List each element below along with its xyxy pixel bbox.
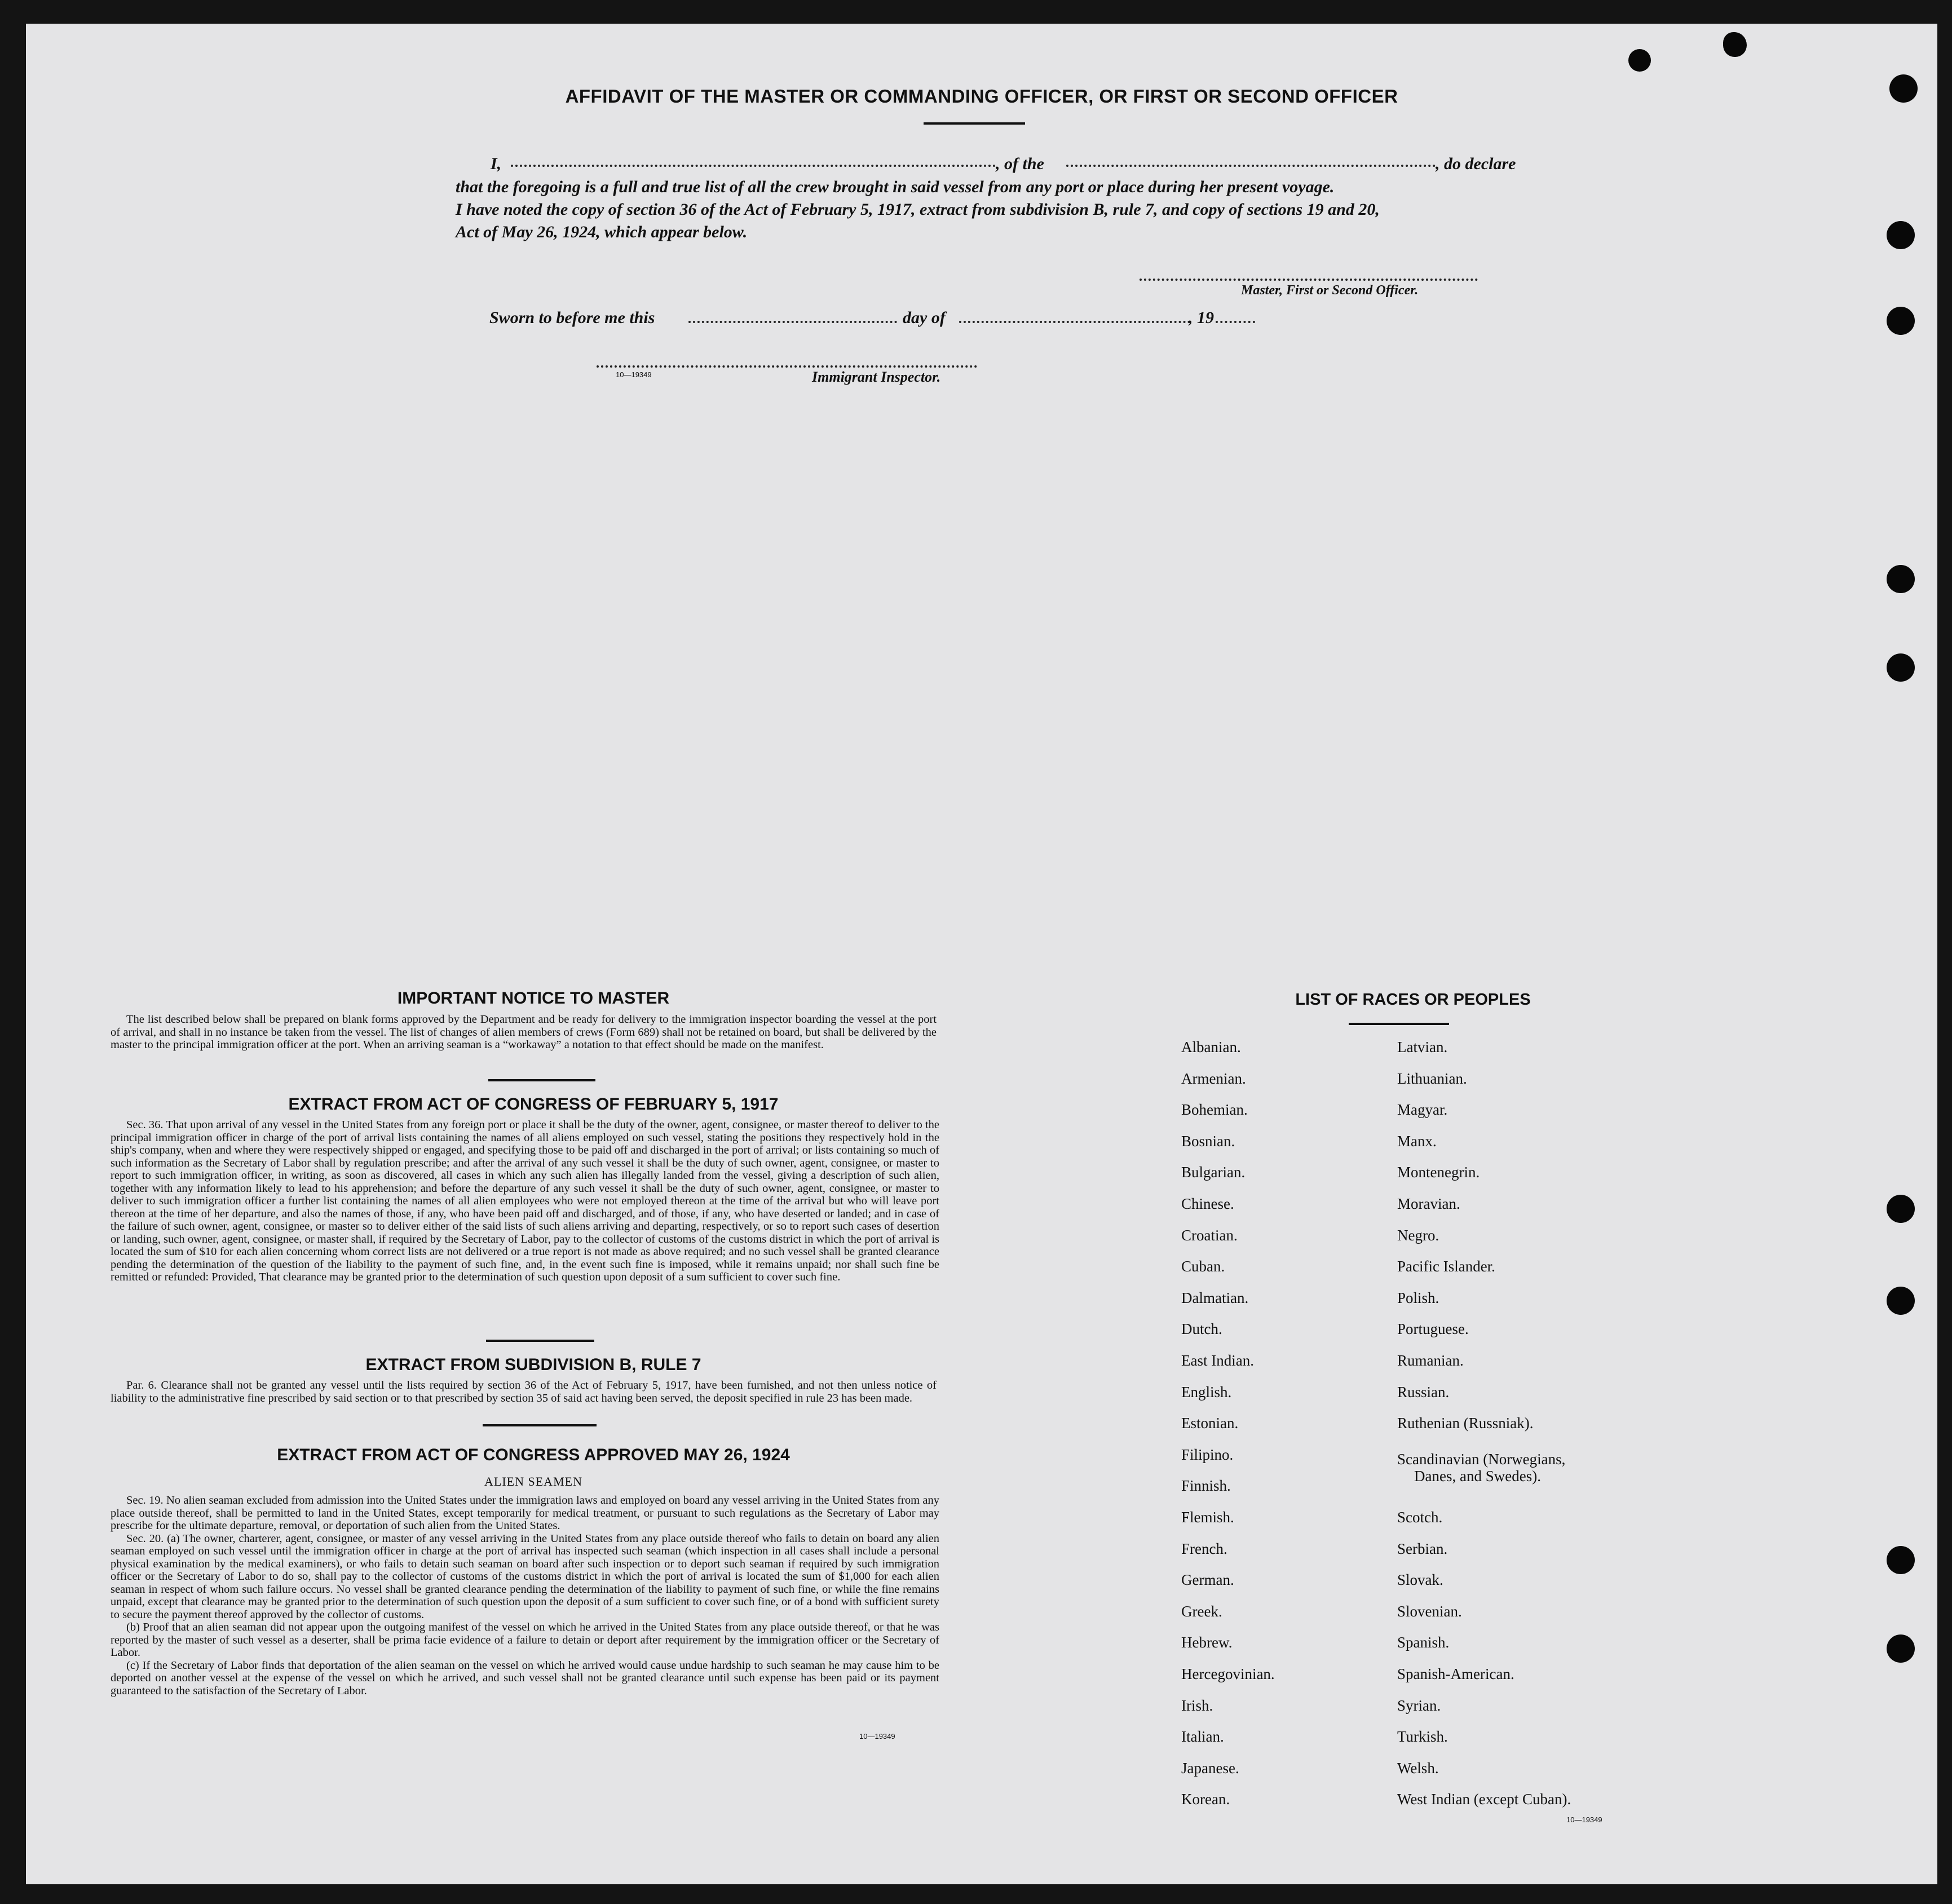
race-item: Irish. bbox=[1181, 1697, 1213, 1714]
race-item: Spanish. bbox=[1397, 1634, 1450, 1651]
race-item: French. bbox=[1181, 1540, 1227, 1557]
officer-signature-field[interactable] bbox=[1140, 279, 1478, 281]
race-item: Syrian. bbox=[1397, 1697, 1441, 1714]
races-title-underline bbox=[1349, 1023, 1449, 1025]
races-title: LIST OF RACES OR PEOPLES bbox=[1295, 991, 1531, 1009]
document-page bbox=[26, 24, 1937, 1884]
notice-title: IMPORTANT NOTICE TO MASTER bbox=[397, 989, 670, 1008]
race-item: Pacific Islander. bbox=[1397, 1258, 1495, 1275]
punch-hole bbox=[1887, 221, 1915, 249]
section-20c-text: (c) If the Secretary of Labor finds that deportation of the alien seaman on the vessel on which he arrived would cause undue hardship to such seaman he may cause him to be deported on another vessel at the expense of the vessel on which he arrived, and such vessel shall not be granted clearance until such expense has been paid or its payment guaranteed to the satisfaction of the Secretary of Labor. bbox=[111, 1659, 939, 1697]
race-item: Scotch. bbox=[1397, 1509, 1443, 1526]
race-item: Chinese. bbox=[1181, 1195, 1234, 1212]
notice-paragraph: The list described below shall be prepared on blank forms approved by the Department and be ready for delivery to the immigration inspector boarding the vessel at the port of arrival, and shall in no instance be taken from the vessel. The list of changes of alien members of crews (Form 689) shall not be retained on board, but shall be delivered by the master to the principal immigration officer at the port. When an arriving seaman is a “workaway” a notation to that effect should be made on the manifest. bbox=[111, 1013, 937, 1051]
race-item: Ruthenian (Russniak). bbox=[1397, 1415, 1534, 1432]
extract-1924-title: EXTRACT FROM ACT OF CONGRESS APPROVED MAY 26, 1924 bbox=[277, 1446, 790, 1464]
race-item: Filipino. bbox=[1181, 1446, 1234, 1463]
race-item: Latvian. bbox=[1397, 1039, 1448, 1055]
race-item: Hercegovinian. bbox=[1181, 1666, 1275, 1682]
race-item: Dutch. bbox=[1181, 1320, 1222, 1337]
race-item: Slovak. bbox=[1397, 1571, 1443, 1588]
section-36-text: Sec. 36. That upon arrival of any vessel in the United States from any foreign port or place it shall be the duty of the owner, agent, consignee, or master thereof to deliver to the principal immigration officer in charge of the port of arrival lists containing the names of all aliens employed on such vessel, stating the positions they respectively hold in the ship's company, when and where they were respectively shipped or engaged, and specifying those to be paid off and discharged in the port of arrival; or lists containing so much of such information as the Secretary of Labor shall by regulation prescribe; and after the arrival of any such vessel it shall be the duty of such owner, agent, consignee, or master to report to such immigration officer, in writing, as soon as discovered, all cases in which any such alien has illegally landed from the vessel, giving a description of such alien, together with any information likely to lead to his apprehension; and before the departure of any such vessel it shall be the duty of such owner, agent, consignee, or master to deliver to such immigration officer a further list containing the names of all alien employees who were not employed thereon at the time of the arrival but who will leave port thereon at the time of her departure, and also the names of those, if any, who have been paid off and discharged, and of those, if any, who have deserted or landed; and in case of the failure of such owner, agent, consignee, or master so to deliver either of the said lists of such aliens arriving and departing, respectively, or so to report such cases of desertion or landing, such owner, agent, consignee, or master shall, if required by the Secretary of Labor, pay to the collector of customs of the customs district in which the port of arrival is located the sum of $10 for each alien concerning whom correct lists are not delivered or a true report is not made as above required; and no such vessel shall be granted clearance pending the determination of the question of the liability to the payment of such fine, and, in the event such fine is imposed, while it remains unpaid; nor shall such fine be remitted or refunded: Provided, That clearance may be granted prior to the determination of such question upon deposit of a sum sufficient to cover such fine. bbox=[111, 1119, 939, 1283]
race-item: Finnish. bbox=[1181, 1477, 1231, 1494]
officer-signature-caption: Master, First or Second Officer. bbox=[1241, 283, 1419, 298]
race-item: Cuban. bbox=[1181, 1258, 1225, 1275]
race-item: Japanese. bbox=[1181, 1760, 1239, 1777]
race-item: Estonian. bbox=[1181, 1415, 1239, 1432]
race-item: Negro. bbox=[1397, 1227, 1439, 1244]
vessel-name-field[interactable] bbox=[1066, 165, 1436, 167]
punch-hole bbox=[1887, 1195, 1915, 1223]
year-label: , 19 bbox=[1189, 308, 1214, 327]
section-20a-text: Sec. 20. (a) The owner, charterer, agent, consignee, or master of any vessel arriving in the United States from any place outside thereof who fails to detain on board any alien seaman employed on such vessel until the immigration officer in charge at the port of arrival has inspected such seaman (which inspection in all cases shall include a personal physical examination by the medical examiners), or who fails to detain such seaman on board after such inspection or to deport such seaman if required by such immigration officer or the Secretary of Labor to do so, shall pay to the collector of customs of the customs district in which the port of arrival is located the sum of $1,000 for each alien seaman in respect of whom such failure occurs. No vessel shall be granted clearance pending the determination of the liability to payment of such fine, or while the fine remains unpaid, except that clearance may be granted prior to the determination of such question upon the deposit of a sum sufficient to cover such fine, or of a bond with sufficient surety to secure the payment thereof approved by the collector of customs. bbox=[111, 1532, 939, 1621]
sworn-year-field[interactable] bbox=[1216, 321, 1255, 323]
race-item: Slovenian. bbox=[1397, 1603, 1462, 1620]
punch-hole bbox=[1723, 32, 1747, 57]
race-item: Polish. bbox=[1397, 1289, 1439, 1306]
race-item: English. bbox=[1181, 1384, 1232, 1401]
do-declare-label: , do declare bbox=[1436, 154, 1516, 173]
section-divider bbox=[486, 1340, 594, 1342]
affidavit-line-2: that the foregoing is a full and true list of all the crew brought in said vessel from any port or place during her present voyage. bbox=[456, 178, 1335, 196]
race-item: Korean. bbox=[1181, 1791, 1230, 1808]
punch-hole bbox=[1887, 307, 1915, 335]
race-item: Albanian. bbox=[1181, 1039, 1241, 1055]
race-item: German. bbox=[1181, 1571, 1234, 1588]
race-item: Portuguese. bbox=[1397, 1320, 1469, 1337]
declarant-label: I, bbox=[491, 154, 502, 173]
inspector-signature-field[interactable] bbox=[597, 365, 977, 368]
race-item: Scandinavian (Norwegians, bbox=[1397, 1451, 1566, 1468]
race-item: Bulgarian. bbox=[1181, 1164, 1246, 1181]
race-item: Turkish. bbox=[1397, 1728, 1448, 1745]
race-item: Italian. bbox=[1181, 1728, 1224, 1745]
extract-1917-title: EXTRACT FROM ACT OF CONGRESS OF FEBRUARY 5, 1917 bbox=[288, 1095, 779, 1114]
affidavit-title: AFFIDAVIT OF THE MASTER OR COMMANDING OFFICER, OR FIRST OR SECOND OFFICER bbox=[565, 86, 1398, 107]
affidavit-line-3: I have noted the copy of section 36 of the Act of February 5, 1917, extract from subdivision B, rule 7, and copy of sections 19 and 20, bbox=[456, 200, 1380, 219]
of-the-label: , of the bbox=[996, 154, 1044, 173]
races-form-number: 10—19349 bbox=[1566, 1815, 1602, 1824]
race-item: Serbian. bbox=[1397, 1540, 1448, 1557]
race-item: Flemish. bbox=[1181, 1509, 1234, 1526]
title-underline bbox=[924, 122, 1025, 125]
punch-hole bbox=[1628, 49, 1651, 72]
race-item: Manx. bbox=[1397, 1133, 1437, 1150]
extract-form-number: 10—19349 bbox=[859, 1732, 895, 1740]
race-item: Bosnian. bbox=[1181, 1133, 1235, 1150]
declarant-name-field[interactable] bbox=[511, 165, 996, 167]
race-item: Russian. bbox=[1397, 1384, 1450, 1401]
punch-hole bbox=[1887, 1546, 1915, 1574]
section-divider bbox=[488, 1079, 595, 1081]
punch-hole bbox=[1887, 1634, 1915, 1663]
race-item: East Indian. bbox=[1181, 1352, 1254, 1369]
race-item: Magyar. bbox=[1397, 1101, 1448, 1118]
notice-text bbox=[111, 1013, 937, 1052]
race-item: Rumanian. bbox=[1397, 1352, 1464, 1369]
sworn-label: Sworn to before me this bbox=[489, 308, 655, 327]
section-19-text: Sec. 19. No alien seaman excluded from admission into the United States under the immigration laws and employed on board any vessel arriving in the United States from any place outside thereof, shall be permitted to land in the United States, except temporarily for medical treatment, or pursuant to such regulations as the Secretary of Labor may prescribe for the ultimate departure, removal, or deportation of such alien from the United States. bbox=[111, 1494, 939, 1532]
punch-hole bbox=[1887, 565, 1915, 593]
race-item: Danes, and Swedes). bbox=[1414, 1468, 1541, 1485]
affidavit-line-4: Act of May 26, 1924, which appear below. bbox=[456, 223, 748, 241]
race-item: Bohemian. bbox=[1181, 1101, 1248, 1118]
rule-7-text: Par. 6. Clearance shall not be granted any vessel until the lists required by section 36 of the Act of February 5, 1917, have been furnished, and not then unless notice of liability to the administrative fine prescribed by said section or to that prescribed by section 35 of said act having been served, the deposit specified in rule 23 has been made. bbox=[111, 1379, 937, 1404]
punch-hole bbox=[1887, 1287, 1915, 1315]
race-item: Spanish-American. bbox=[1397, 1666, 1514, 1682]
race-item: West Indian (except Cuban). bbox=[1397, 1791, 1571, 1808]
inspector-caption: Immigrant Inspector. bbox=[812, 369, 941, 385]
section-20b-text: (b) Proof that an alien seaman did not appear upon the outgoing manifest of the vessel on which he arrived in the United States from any place outside thereof, or that he was reported by the master of such vessel as a deserter, shall be prima facie evidence of a failure to detain or deport after requirement by the immigration officer or the Secretary of Labor. bbox=[111, 1621, 939, 1659]
race-item: Lithuanian. bbox=[1397, 1070, 1467, 1087]
extract-1924-body bbox=[111, 1494, 939, 1697]
race-item: Moravian. bbox=[1397, 1195, 1460, 1212]
race-item: Hebrew. bbox=[1181, 1634, 1233, 1651]
race-item: Greek. bbox=[1181, 1603, 1222, 1620]
race-item: Welsh. bbox=[1397, 1760, 1439, 1777]
section-divider bbox=[483, 1424, 597, 1426]
extract-1917-body bbox=[111, 1119, 939, 1284]
day-of-label: day of bbox=[903, 308, 946, 327]
alien-seamen-subtitle: ALIEN SEAMEN bbox=[484, 1474, 582, 1488]
sworn-day-field[interactable] bbox=[688, 321, 897, 323]
rule-7-title: EXTRACT FROM SUBDIVISION B, RULE 7 bbox=[365, 1355, 701, 1374]
race-item: Croatian. bbox=[1181, 1227, 1238, 1244]
race-item: Montenegrin. bbox=[1397, 1164, 1480, 1181]
rule-7-body bbox=[111, 1379, 937, 1404]
sworn-month-field[interactable] bbox=[959, 321, 1190, 323]
punch-hole bbox=[1887, 653, 1915, 682]
race-item: Dalmatian. bbox=[1181, 1289, 1249, 1306]
race-item: Armenian. bbox=[1181, 1070, 1246, 1087]
affidavit-form-number: 10—19349 bbox=[616, 370, 652, 379]
